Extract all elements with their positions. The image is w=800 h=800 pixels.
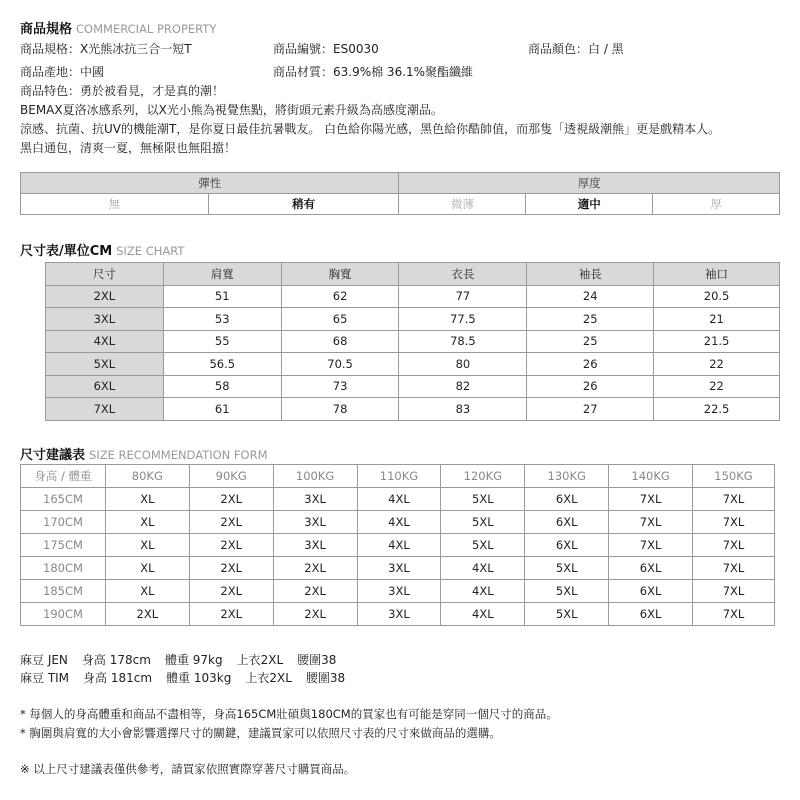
table-cell: 26: [527, 375, 654, 398]
table-cell: 3XL: [357, 580, 441, 603]
thickness-header: 厚度: [399, 173, 780, 194]
attribute-table: [20, 172, 780, 215]
table-row: [21, 534, 775, 557]
model-weight: 體重 103kg: [166, 671, 232, 685]
table-cell: XL: [105, 580, 189, 603]
table-cell: 7XL: [693, 580, 775, 603]
table-cell: 7XL: [693, 603, 775, 626]
table-cell: 61: [163, 398, 281, 421]
model-top-size: 上衣2XL: [236, 653, 284, 667]
model-weight: 體重 97kg: [164, 653, 223, 667]
table-cell: 2XL: [189, 488, 273, 511]
row-header: 6XL: [46, 375, 164, 398]
table-cell: 7XL: [693, 534, 775, 557]
table-header-row: [46, 263, 780, 286]
column-header: 袖口: [654, 263, 780, 286]
column-header: 90KG: [189, 465, 273, 488]
table-cell: 2XL: [189, 534, 273, 557]
table-row: [21, 580, 775, 603]
note-line: * 每個人的身高體重和商品不盡相等，身高165CM壯碩與180CM的買家也有可能是穿同一個尺寸的商品。: [20, 707, 558, 721]
table-cell: XL: [105, 488, 189, 511]
row-header: 190CM: [21, 603, 106, 626]
table-cell: 25: [527, 308, 654, 331]
table-cell: 7XL: [693, 511, 775, 534]
table-row: [46, 353, 780, 376]
table-cell: 5XL: [441, 511, 525, 534]
product-origin: 商品產地：中國: [20, 65, 105, 79]
table-cell: 26: [527, 353, 654, 376]
table-cell: XL: [105, 511, 189, 534]
table-cell: 21.5: [654, 330, 780, 353]
table-cell: 2XL: [273, 557, 357, 580]
table-cell: XL: [105, 534, 189, 557]
table-cell: 22: [654, 353, 780, 376]
table-cell: 2XL: [273, 580, 357, 603]
table-cell: 6XL: [525, 511, 609, 534]
table-cell: 24: [527, 285, 654, 308]
table-cell: 6XL: [525, 534, 609, 557]
model-info-tim: [20, 669, 359, 686]
table-cell: 80: [399, 353, 527, 376]
table-row: [21, 603, 775, 626]
column-header: 袖長: [527, 263, 654, 286]
table-cell: 55: [163, 330, 281, 353]
table-row: [21, 488, 775, 511]
row-header: 5XL: [46, 353, 164, 376]
row-header: 2XL: [46, 285, 164, 308]
table-cell: 77.5: [399, 308, 527, 331]
note-line: ※ 以上尺寸建議表僅供參考，請買家依照實際穿著尺寸購買商品。: [20, 762, 356, 776]
table-cell: 3XL: [273, 534, 357, 557]
table-cell: 7XL: [693, 557, 775, 580]
column-header: 130KG: [525, 465, 609, 488]
product-code: 商品編號：ES0030: [273, 42, 379, 56]
table-cell: 5XL: [441, 534, 525, 557]
spec-title-en: COMMERCIAL PROPERTY: [76, 22, 217, 36]
product-color: 商品顏色：白 / 黑: [528, 42, 624, 56]
product-description: [20, 82, 780, 158]
column-header: 胸寬: [281, 263, 399, 286]
column-header: 110KG: [357, 465, 441, 488]
table-cell: 4XL: [357, 488, 441, 511]
table-cell: 7XL: [609, 488, 693, 511]
table-cell: 2XL: [189, 557, 273, 580]
column-header: 150KG: [693, 465, 775, 488]
elasticity-level: 無: [21, 194, 209, 215]
table-cell: 4XL: [441, 557, 525, 580]
table-cell: 6XL: [609, 580, 693, 603]
table-row: [46, 330, 780, 353]
table-cell: 4XL: [441, 580, 525, 603]
table-cell: 4XL: [357, 511, 441, 534]
column-header: 尺寸: [46, 263, 164, 286]
table-cell: 68: [281, 330, 399, 353]
table-cell: 62: [281, 285, 399, 308]
desc-line: 商品特色：勇於被看見，才是真的潮！: [20, 84, 225, 98]
recommend-title-en: SIZE RECOMMENDATION FORM: [89, 448, 268, 462]
table-cell: 6XL: [609, 557, 693, 580]
size-chart-title-text: 尺寸表/單位CM: [20, 244, 113, 259]
row-header: 185CM: [21, 580, 106, 603]
table-cell: 4XL: [357, 534, 441, 557]
table-row: [21, 557, 775, 580]
thickness-level: 微薄: [399, 194, 526, 215]
table-cell: 2XL: [189, 580, 273, 603]
model-height: 身高 181cm: [83, 671, 153, 685]
product-name: 商品規格：X光熊冰抗三合一短T: [20, 42, 192, 56]
table-cell: 2XL: [105, 603, 189, 626]
size-chart-title-en: SIZE CHART: [116, 244, 185, 258]
column-header: 80KG: [105, 465, 189, 488]
table-cell: 56.5: [163, 353, 281, 376]
thickness-level-selected: 適中: [526, 194, 653, 215]
table-cell: 7XL: [693, 488, 775, 511]
table-cell: 2XL: [273, 603, 357, 626]
model-name: 麻豆 TIM: [20, 671, 70, 685]
column-header: 100KG: [273, 465, 357, 488]
column-header: 身高 / 體重: [21, 465, 106, 488]
recommend-title-text: 尺寸建議表: [20, 448, 86, 463]
size-recommendation-table: [20, 464, 775, 626]
table-cell: 5XL: [525, 603, 609, 626]
elasticity-level-selected: 稍有: [208, 194, 399, 215]
table-cell: 5XL: [525, 580, 609, 603]
table-cell: 2XL: [189, 603, 273, 626]
table-cell: 77: [399, 285, 527, 308]
table-cell: 73: [281, 375, 399, 398]
product-material: 商品材質：63.9%棉 36.1%聚酯纖維: [273, 65, 474, 79]
table-cell: 3XL: [357, 557, 441, 580]
table-cell: 78: [281, 398, 399, 421]
table-cell: 5XL: [525, 557, 609, 580]
table-cell: 51: [163, 285, 281, 308]
table-cell: 5XL: [441, 488, 525, 511]
table-cell: 53: [163, 308, 281, 331]
row-header: 7XL: [46, 398, 164, 421]
row-header: 165CM: [21, 488, 106, 511]
table-cell: 6XL: [525, 488, 609, 511]
desc-line: 涼感、抗菌、抗UV的機能潮T，是你夏日最佳抗暑戰友。 白色給你陽光感，黑色給你酷帥值，而那隻「透視級潮熊」更是戲精本人。: [20, 122, 721, 136]
table-cell: XL: [105, 557, 189, 580]
table-cell: 3XL: [273, 511, 357, 534]
desc-line: 黑白通包，清爽一夏，無極限也無阻擋！: [20, 141, 237, 155]
spec-title: 商品規格: [20, 22, 73, 37]
table-cell: 65: [281, 308, 399, 331]
table-cell: 82: [399, 375, 527, 398]
thickness-level: 厚: [653, 194, 780, 215]
table-cell: 21: [654, 308, 780, 331]
table-cell: 6XL: [609, 603, 693, 626]
model-height: 身高 178cm: [81, 653, 151, 667]
size-chart-table: [45, 262, 780, 421]
note-line: * 胸圍與肩寬的大小會影響選擇尺寸的關鍵，建議買家可以依照尺寸表的尺寸來做商品的選購。: [20, 726, 501, 740]
spec-section-title: [20, 18, 216, 37]
column-header: 衣長: [399, 263, 527, 286]
desc-line: BEMAX夏洛冰感系列，以X光小熊為視覺焦點，將街頭元素升級為高感度潮品。: [20, 103, 443, 117]
model-waist: 腰圍38: [297, 653, 337, 667]
table-cell: 7XL: [609, 534, 693, 557]
model-top-size: 上衣2XL: [245, 671, 292, 685]
row-header: 170CM: [21, 511, 106, 534]
table-cell: 2XL: [189, 511, 273, 534]
table-row: [46, 285, 780, 308]
table-cell: 25: [527, 330, 654, 353]
model-info-jen: [20, 651, 350, 668]
model-name: 麻豆 JEN: [20, 653, 68, 667]
row-header: 4XL: [46, 330, 164, 353]
table-cell: 70.5: [281, 353, 399, 376]
table-row: [46, 398, 780, 421]
table-cell: 7XL: [609, 511, 693, 534]
row-header: 180CM: [21, 557, 106, 580]
model-waist: 腰圍38: [305, 671, 346, 685]
table-cell: 78.5: [399, 330, 527, 353]
recommend-title: [20, 444, 268, 463]
table-header-row: [21, 465, 775, 488]
size-chart-title: [20, 240, 184, 259]
table-cell: 3XL: [357, 603, 441, 626]
column-header: 120KG: [441, 465, 525, 488]
table-cell: 4XL: [441, 603, 525, 626]
table-cell: 27: [527, 398, 654, 421]
column-header: 肩寬: [163, 263, 281, 286]
table-cell: 22: [654, 375, 780, 398]
row-header: 3XL: [46, 308, 164, 331]
table-cell: 22.5: [654, 398, 780, 421]
row-header: 175CM: [21, 534, 106, 557]
table-row: [46, 375, 780, 398]
table-cell: 20.5: [654, 285, 780, 308]
elasticity-header: 彈性: [21, 173, 399, 194]
table-row: [46, 308, 780, 331]
table-cell: 83: [399, 398, 527, 421]
column-header: 140KG: [609, 465, 693, 488]
table-cell: 58: [163, 375, 281, 398]
table-row: [21, 511, 775, 534]
table-cell: 3XL: [273, 488, 357, 511]
